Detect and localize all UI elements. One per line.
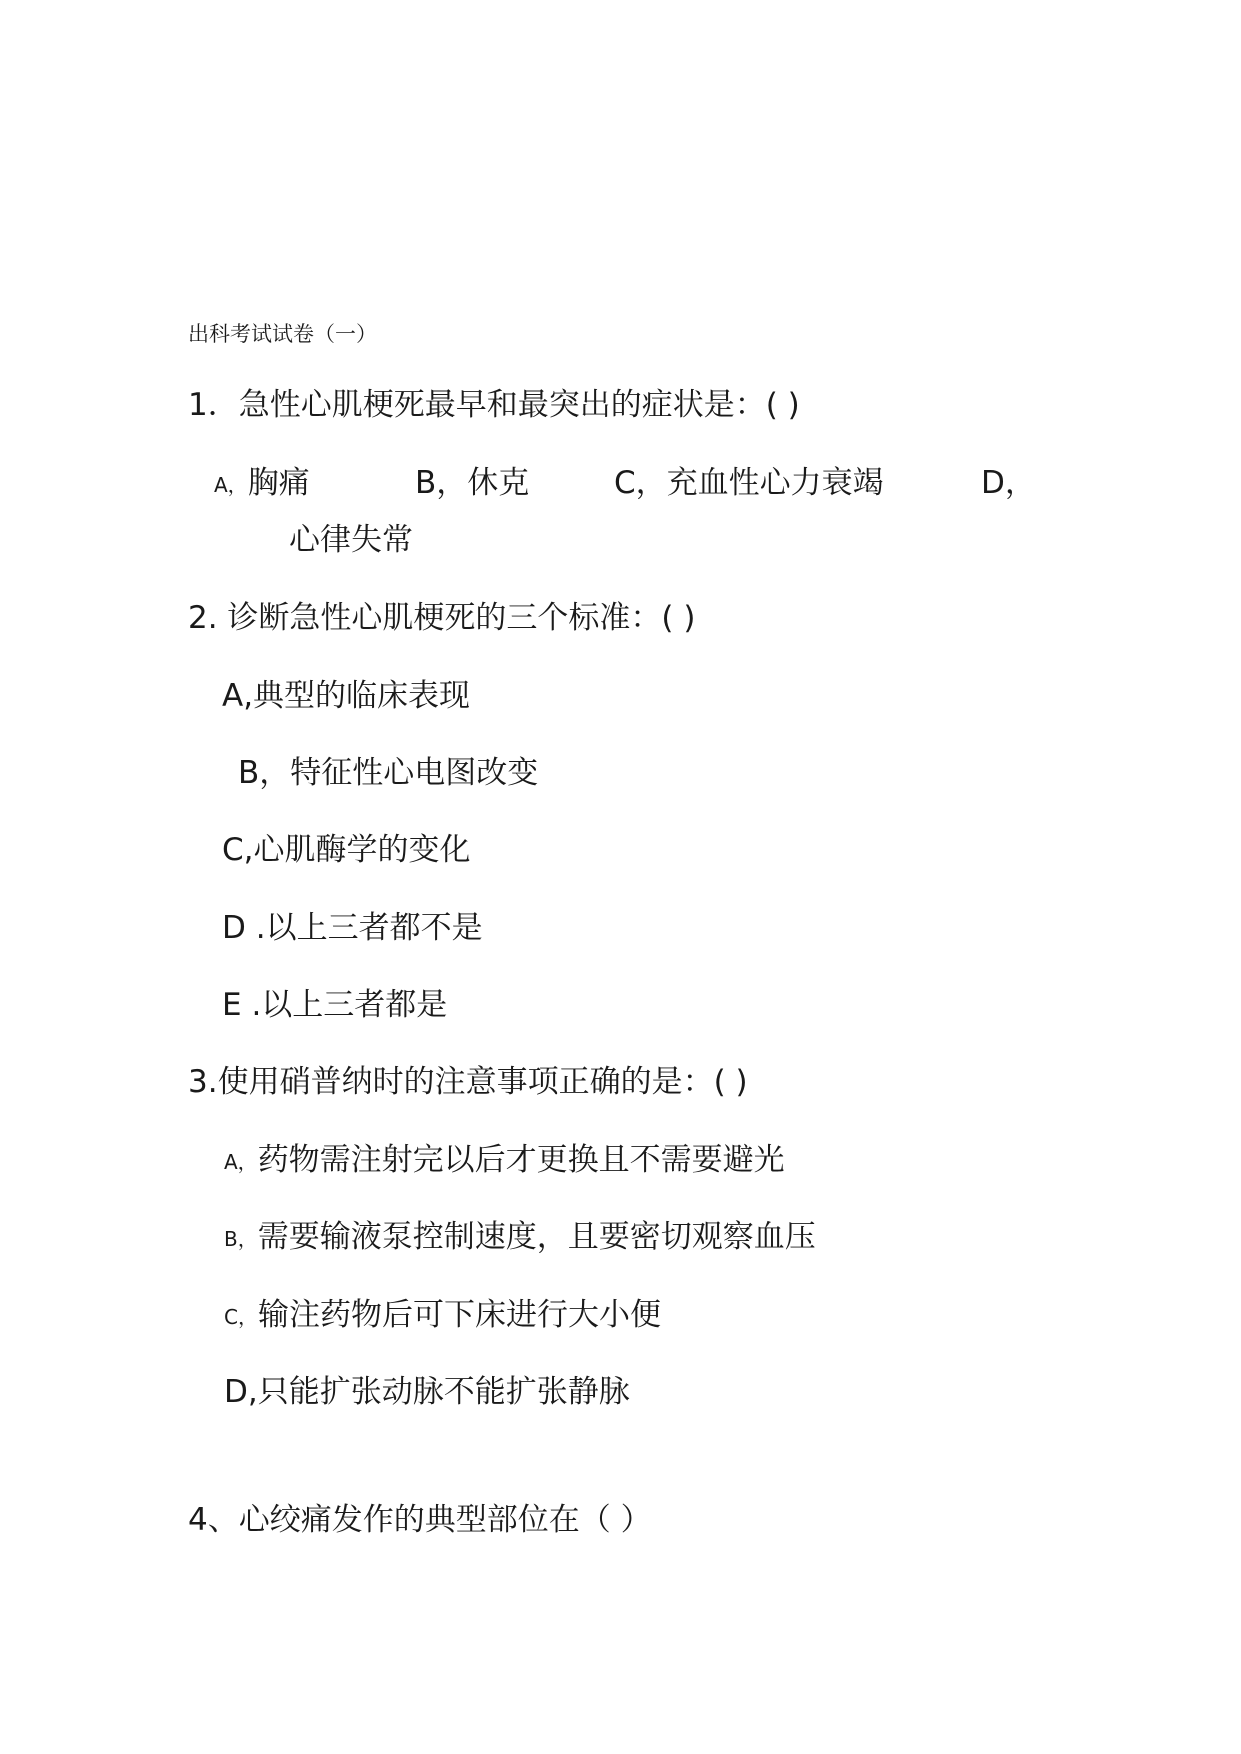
question-3-option-c bbox=[224, 1295, 661, 1337]
document-title: 出科考试试卷（一） bbox=[188, 322, 377, 346]
question-1-option-c: C，充血性心力衰竭 bbox=[614, 465, 884, 501]
option-a-letter: A， bbox=[224, 1150, 258, 1174]
option-a-letter: A， bbox=[214, 473, 248, 497]
question-3-option-d: D,只能扩张动脉不能扩张静脉 bbox=[224, 1374, 630, 1410]
question-3-option-b bbox=[224, 1217, 816, 1259]
question-2-option-b: B，特征性心电图改变 bbox=[238, 755, 539, 791]
question-3-option-a bbox=[224, 1140, 785, 1182]
question-3-stem: 3.使用硝普纳时的注意事项正确的是：( ) bbox=[188, 1064, 748, 1100]
option-b-letter: B， bbox=[224, 1227, 258, 1251]
question-2-option-a: A,典型的临床表现 bbox=[222, 678, 471, 714]
question-1-option-d-letter: D， bbox=[981, 465, 1036, 501]
question-4-stem: 4、心绞痛发作的典型部位在（ ） bbox=[188, 1502, 652, 1538]
question-1-stem: 1．急性心肌梗死最早和最突出的症状是：( ) bbox=[188, 387, 800, 423]
option-a-text: 药物需注射完以后才更换且不需要避光 bbox=[257, 1142, 785, 1178]
question-2-option-d: D .以上三者都不是 bbox=[222, 910, 483, 946]
question-2-option-c: C,心肌酶学的变化 bbox=[222, 832, 471, 868]
question-2-stem: 2. 诊断急性心肌梗死的三个标准：( ) bbox=[188, 600, 696, 636]
question-2-option-e: E .以上三者都是 bbox=[222, 987, 448, 1023]
option-c-letter: C， bbox=[224, 1305, 258, 1329]
option-a-text: 胸痛 bbox=[247, 465, 310, 501]
question-1-option-d-text: 心律失常 bbox=[289, 522, 413, 558]
option-c-text: 输注药物后可下床进行大小便 bbox=[257, 1297, 661, 1333]
question-1-option-b: B，休克 bbox=[415, 465, 530, 501]
question-1-option-a bbox=[214, 463, 310, 505]
option-b-text: 需要输液泵控制速度，且要密切观察血压 bbox=[257, 1219, 816, 1255]
